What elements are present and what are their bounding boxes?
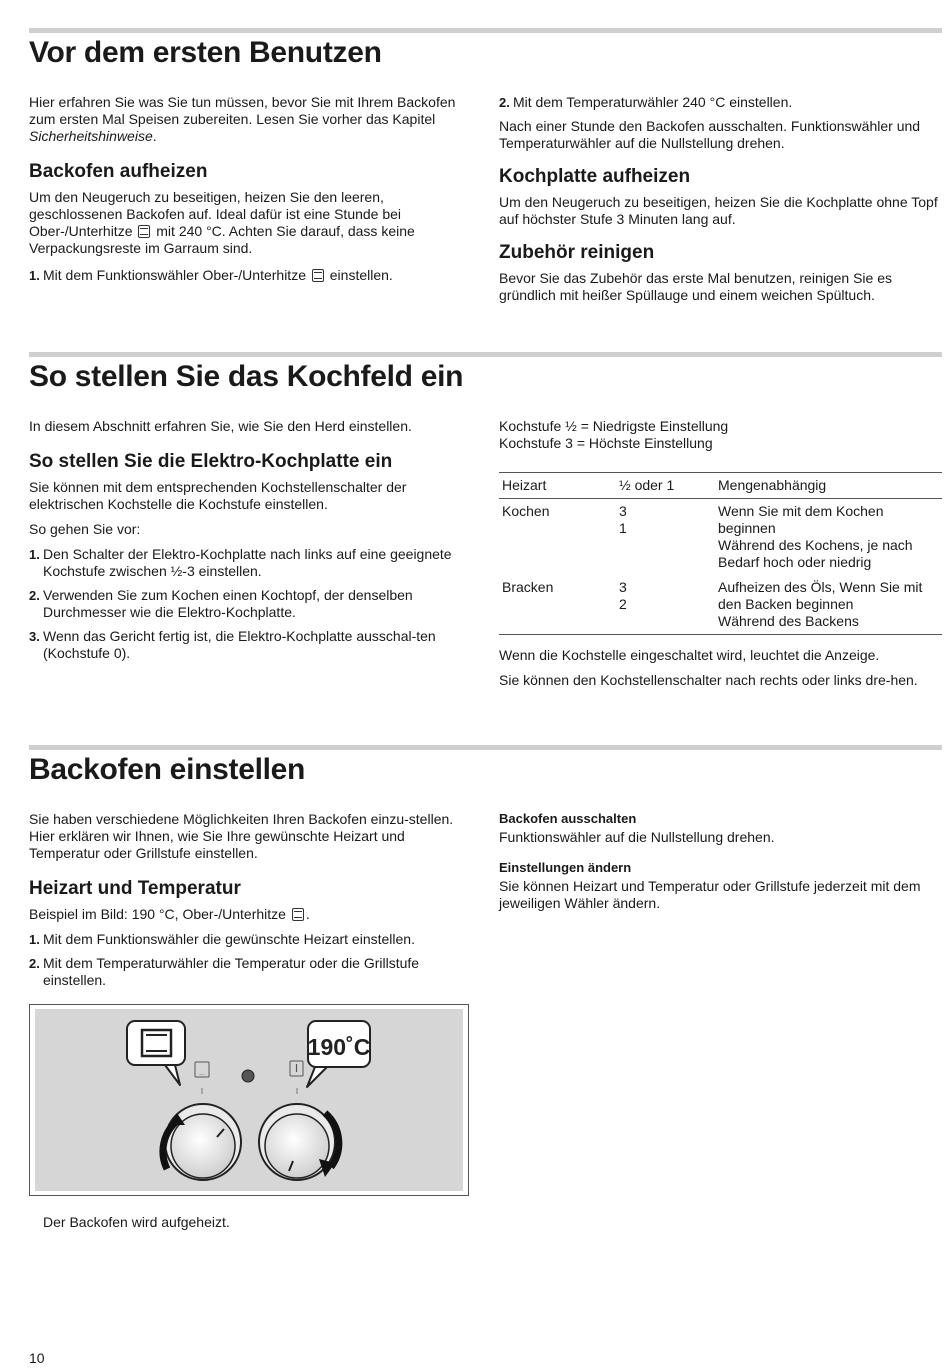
list-item: 1. Den Schalter der Elektro-Kochplatte nach links auf eine geeignete Kochstufe zwischen ½-3 einstellen.	[29, 546, 452, 579]
heading-elektro-kochplatte: So stellen Sie die Elektro-Kochplatte ein	[29, 451, 393, 472]
section-divider	[29, 745, 942, 750]
table-header-row	[499, 473, 942, 499]
top-bottom-heat-icon	[292, 908, 304, 921]
heading-zubehoer-reinigen: Zubehör reinigen	[499, 242, 655, 263]
table-cell: 3 2	[616, 575, 715, 635]
section2-left-column	[29, 418, 474, 670]
note-drehen: Sie können den Kochstellenschalter nach rechts oder links dre-hen.	[499, 672, 918, 688]
figure-caption: Der Backofen wird aufgeheizt.	[43, 1214, 230, 1230]
kochplatte-paragraph: Um den Neugeruch zu beseitigen, heizen Sie die Kochplatte ohne Topf auf höchster Stufe 3 Minuten lang auf.	[499, 194, 938, 227]
steps-list	[29, 931, 474, 989]
table-header-cell: ½ oder 1	[616, 473, 715, 499]
section-title-vor-dem-ersten-benutzen: Vor dem ersten Benutzen	[29, 36, 382, 69]
elektro-kochplatte-paragraph: Sie können mit dem entsprechenden Kochstellenschalter der elektrischen Kochstelle die Kochstufe einstellen.	[29, 479, 407, 512]
temperature-selector-knob[interactable]	[259, 1104, 339, 1180]
intro-paragraph: Sie haben verschiedene Möglichkeiten Ihren Backofen einzu-stellen. Hier erklären wir Ihnen, wie Sie Ihre gewünschte Heizart und Temperatur oder Grillstufe einstellen.	[29, 811, 454, 861]
list-item: 3. Wenn das Gericht fertig ist, die Elektro-Kochplatte ausschal-ten (Kochstufe 0).	[29, 628, 436, 661]
section3-right-column	[499, 811, 942, 920]
heading-heizart-temperatur: Heizart und Temperatur	[29, 878, 241, 899]
list-item: 2. Mit dem Temperaturwähler 240 °C einstellen.	[499, 94, 793, 110]
control-panel	[35, 1009, 463, 1191]
section-title-backofen-einstellen: Backofen einstellen	[29, 753, 306, 786]
indicator-lamp	[242, 1070, 254, 1082]
table-header-cell: Heizart	[499, 473, 616, 499]
kochstufe-low: Kochstufe ½ = Niedrigste Einstellung	[499, 418, 729, 434]
so-gehen-sie-vor: So gehen Sie vor:	[29, 521, 141, 537]
backofen-aufheizen-paragraph: Um den Neugeruch zu beseitigen, heizen Sie den leeren, geschlossenen Backofen auf. Ideal dafür ist eine Stunde bei Ober-/Unterhitze mit 240 °C. Achten Sie darauf, dass keine Verpackungsreste im Garraum sind.	[29, 189, 415, 256]
list-item: 2. Mit dem Temperaturwähler die Temperatur oder die Grillstufe einstellen.	[29, 955, 420, 988]
heading-einstellungen-aendern: Einstellungen ändern	[499, 860, 632, 875]
table-row	[499, 499, 942, 576]
section1-left-column	[29, 94, 474, 292]
heading-backofen-aufheizen: Backofen aufheizen	[29, 161, 208, 182]
beispiel-paragraph: Beispiel im Bild: 190 °C, Ober-/Unterhitze .	[29, 906, 310, 922]
top-bottom-heat-icon	[312, 269, 324, 282]
after-one-hour-paragraph: Nach einer Stunde den Backofen ausschalten. Funktionswähler und Temperaturwähler auf die Nullstellung drehen.	[499, 118, 921, 151]
control-panel-drawing	[35, 1009, 465, 1193]
section3-left-column	[29, 811, 474, 997]
heading-kochplatte-aufheizen: Kochplatte aufheizen	[499, 166, 691, 187]
table-header-cell: Mengenabhängig	[715, 473, 942, 499]
list-item: 1. Mit dem Funktionswähler die gewünschte Heizart einstellen.	[29, 931, 415, 947]
table-cell: 3 1	[619, 503, 627, 536]
section-divider	[29, 28, 942, 33]
intro-paragraph: In diesem Abschnitt erfahren Sie, wie Sie den Herd einstellen.	[29, 418, 412, 434]
steps-list	[499, 94, 942, 111]
note-anzeige: Wenn die Kochstelle eingeschaltet wird, leuchtet die Anzeige.	[499, 647, 880, 663]
top-bottom-heat-icon	[138, 225, 150, 238]
function-selector-knob[interactable]	[163, 1104, 241, 1180]
zubehoer-paragraph: Bevor Sie das Zubehör das erste Mal benutzen, reinigen Sie es gründlich mit heißer Spüllauge und einem weichen Spültuch.	[499, 270, 893, 303]
intro-paragraph: Hier erfahren Sie was Sie tun müssen, bevor Sie mit Ihrem Backofen zum ersten Mal Speisen zubereiten. Lesen Sie vorher das Kapitel Sicherheitshinweise.	[29, 94, 456, 144]
table-cell: Bracken	[499, 575, 616, 635]
table-row	[499, 575, 942, 635]
section2-right-column	[499, 418, 942, 697]
temperature-readout: 190˚C	[307, 1034, 371, 1060]
chapter-reference: Sicherheitshinweise	[29, 128, 153, 144]
section-title-kochfeld: So stellen Sie das Kochfeld ein	[29, 360, 464, 393]
oven-control-illustration	[29, 1004, 469, 1196]
table-cell: Aufheizen des Öls, Wenn Sie mit den Backen beginnen Während des Backens	[715, 575, 942, 635]
heading-backofen-ausschalten: Backofen ausschalten	[499, 811, 637, 826]
heizart-table	[499, 472, 942, 635]
kochstufe-high: Kochstufe 3 = Höchste Einstellung	[499, 435, 713, 451]
steps-list	[29, 546, 474, 662]
list-item: 2. Verwenden Sie zum Kochen einen Kochtopf, der denselben Durchmesser wie die Elektro-Kochplatte.	[29, 587, 413, 620]
table-cell: Kochen	[502, 503, 550, 519]
temperature-callout	[307, 1021, 370, 1087]
function-callout	[127, 1021, 185, 1085]
svg-text:...: ...	[199, 1070, 205, 1077]
section-divider	[29, 352, 942, 357]
einstellungen-paragraph: Sie können Heizart und Temperatur oder Grillstufe jederzeit mit dem jeweiligen Wähler ändern.	[499, 878, 921, 911]
list-item: 1. Mit dem Funktionswähler Ober-/Unterhitze einstellen.	[29, 267, 393, 283]
steps-list	[29, 267, 474, 284]
section1-right-column	[499, 94, 942, 312]
table-cell: Wenn Sie mit dem Kochen beginnen Während des Kochens, je nach Bedarf hoch oder niedrig	[718, 503, 913, 570]
page-number: 10	[29, 1350, 45, 1366]
ausschalten-paragraph: Funktionswähler auf die Nullstellung drehen.	[499, 829, 775, 845]
